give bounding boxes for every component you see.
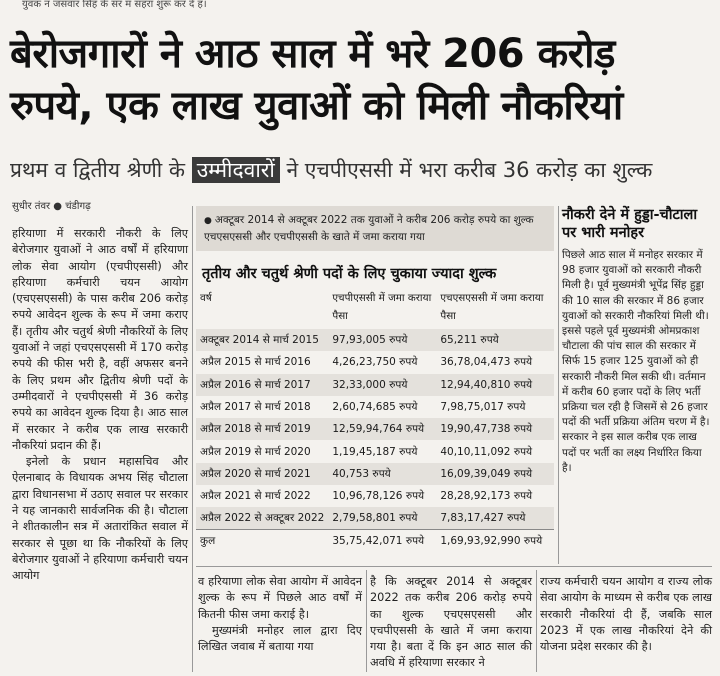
cell-hssc: 65,211 रुपये — [436, 329, 554, 351]
cell-period: अप्रैल 2022 से अक्टूबर 2022 — [196, 507, 328, 529]
header-hpsc: एचपीएससी में जमा कराया पैसा — [332, 292, 432, 322]
cell-period: अप्रैल 2015 से मार्च 2016 — [200, 356, 311, 369]
cell-hpsc: 10,96,78,126 रुपये — [332, 490, 425, 503]
table-row — [196, 351, 554, 373]
table-row — [196, 485, 554, 507]
cell-hpsc: 32,33,000 रुपये — [328, 374, 436, 396]
cell-hssc: 36,78,04,473 रुपये — [440, 356, 533, 369]
cell-period: अप्रैल 2016 से मार्च 2017 — [196, 374, 328, 396]
fee-table — [196, 285, 554, 552]
cell-total-hssc: 1,69,93,92,990 रुपये — [436, 530, 554, 552]
subhead-text-after: ने एचपीएससी में भरा करीब 36 करोड़ का शुल्क — [279, 158, 653, 182]
table-row — [196, 463, 554, 485]
cell-period: अप्रैल 2020 से मार्च 2021 — [196, 463, 328, 485]
subheadline — [10, 150, 715, 190]
cell-period: अप्रैल 2018 से मार्च 2019 — [196, 418, 328, 440]
cell-hpsc: 97,93,005 रुपये — [328, 329, 436, 351]
table-row — [196, 374, 554, 396]
header-year: वर्ष — [200, 292, 212, 304]
paragraph: इनेलो के प्रधान महासचिव और ऐलनाबाद के विधायक अभय सिंह चौटाला द्वारा विधानसभा में उठाए सवाल पर सरकार ने यह जानकारी सार्वजनिक की है। चौटाला ने शीतकालीन सत्र में अतारांकित सवाल में सरकार से पूछा था कि नौकरियों के लिए बेरोजगार युवाओं ने हरियाणा कर्मचारी चयन आयोग — [12, 455, 188, 583]
table-row — [196, 329, 554, 351]
column-divider — [366, 570, 367, 672]
table-row — [196, 507, 554, 529]
sidebar-body: पिछले आठ साल में मनोहर सरकार में 98 हजार युवाओं को सरकारी नौकरी मिली है। पूर्व मुख्यमंत्री भूपेंद्र सिंह हुड्डा की 10 साल की सरकार में 86 हजार युवाओं को सरकारी नौकरियां मिली थी। इससे पहले पूर्व मुख्यमंत्री ओमप्रकाश चौटाला की पांच साल की सरकार में सिर्फ 15 हजार 125 युवाओं को ही सरकारी नौकरी मिल सकी थी। वर्तमान में करीब 60 हजार पदों के लिए भर्ती प्रक्रिया चल रही है जिसमें से 26 हजार पदों की भर्ती प्रक्रिया अंतिम चरण में है। सरकार ने इस साल करीब एक लाख पदों पर भर्ती का लक्ष्य निर्धारित किया है। — [562, 249, 710, 474]
table-caption-text: अक्टूबर 2014 से अक्टूबर 2022 तक युवाओं ने करीब 206 करोड़ रुपये का शुल्क एचएसएससी और एचपीएससी के खाते में जमा कराया गया — [204, 214, 534, 243]
table-caption — [196, 206, 554, 251]
table-total-row — [196, 530, 554, 552]
headline-line-1: बेरोजगारों ने आठ साल में भरे 206 करोड़ — [10, 31, 615, 77]
sidebar-title: नौकरी देने में हुड्डा-चौटाला पर भारी मनोहर — [562, 207, 698, 241]
table-row — [196, 396, 554, 418]
article-column-4 — [540, 574, 712, 655]
column-divider — [558, 206, 559, 564]
cell-hssc: 28,28,92,173 रुपये — [440, 490, 533, 503]
table-row — [196, 440, 554, 462]
previous-article-strip: युवक न जसवार सिह के सर म सहरा शुरू कर दे ह। — [22, 0, 207, 10]
bullet-icon: ● — [204, 216, 212, 226]
cell-total-hpsc: 35,75,42,071 रुपये — [328, 530, 436, 552]
article-column-1 — [12, 226, 188, 585]
cell-hssc: 40,10,11,092 रुपये — [440, 445, 533, 458]
paragraph: व हरियाणा लोक सेवा आयोग में आवेदन शुल्क के रूप में पिछले आठ वर्षों में कितनी फीस जमा कराई है। — [198, 575, 362, 621]
paragraph: मुख्यमंत्री मनोहर लाल द्वारा दिए लिखित जवाब में बताया गया — [198, 623, 362, 654]
article-column-3 — [370, 574, 532, 672]
cell-period: अप्रैल 2017 से मार्च 2018 — [200, 401, 311, 414]
paragraph: है कि अक्टूबर 2014 से अक्टूबर 2022 तक करीब 206 करोड़ रुपये का शुल्क एचएसएससी और एचपीएससी के खाते में जमा कराया गया है। बता दें कि इन आठ साल की अवधि में हरियाणा सरकार ने — [370, 575, 532, 670]
cell-total-label: कुल — [196, 530, 328, 552]
subhead-text-before: प्रथम व द्वितीय श्रेणी के — [10, 158, 192, 182]
cell-period: अप्रैल 2021 से मार्च 2022 — [200, 490, 311, 503]
table-title: तृतीय और चतुर्थ श्रेणी पदों के लिए चुकाया ज्यादा शुल्क — [202, 266, 497, 282]
cell-hssc: 19,90,47,738 रुपये — [436, 418, 554, 440]
data-table-box — [196, 206, 554, 562]
cell-hpsc: 4,26,23,750 रुपये — [332, 356, 418, 369]
cell-hpsc: 12,59,94,764 रुपये — [328, 418, 436, 440]
byline: सुधीर तंवर ● चंडीगढ़ — [12, 201, 91, 212]
cell-hpsc: 40,753 रुपये — [328, 463, 436, 485]
section-divider — [196, 566, 712, 567]
header-hssc: एचएसएससी में जमा कराया पैसा — [440, 292, 544, 322]
cell-hssc: 12,94,40,810 रुपये — [436, 374, 554, 396]
article-column-2 — [198, 574, 362, 655]
table-row — [196, 418, 554, 440]
cell-period: अप्रैल 2019 से मार्च 2020 — [200, 445, 311, 458]
paragraph: राज्य कर्मचारी चयन आयोग व राज्य लोक सेवा आयोग के माध्यम से करीब एक लाख सरकारी नौकरियां दी हैं, जबकि साल 2023 में एक लाख नौकरियां देने की योजना प्रदेश सरकार की है। — [540, 575, 712, 654]
headline-line-2: रुपये, एक लाख युवाओं को मिली नौकरियां — [10, 83, 623, 129]
cell-period: अक्टूबर 2014 से मार्च 2015 — [196, 329, 328, 351]
column-divider — [192, 206, 193, 672]
sidebar-box — [562, 206, 712, 476]
column-divider — [536, 570, 537, 672]
headline — [10, 28, 715, 132]
table-header-row — [196, 285, 554, 329]
cell-hpsc: 2,79,58,801 रुपये — [328, 507, 436, 529]
subhead-highlight: उम्मीदवारों — [192, 157, 280, 183]
paragraph: हरियाणा में सरकारी नौकरी के लिए बेरोजगार युवाओं ने आठ वर्षों में हरियाणा लोक सेवा आयोग (एचपीएससी) और हरियाणा कर्मचारी चयन आयोग (एचएसएससी) के पास करीब 206 करोड़ रुपये आवेदन शुल्क के रूप में जमा कराए हैं। तृतीय और चतुर्थ श्रेणी नौकरियों के लिए युवाओं ने जहां एचएसएससी में 170 करोड़ रुपये की फीस भरी है, वहीं अफसर बनने के लिए प्रथम और द्वितीय श्रेणी पदों के उम्मीदवारों ने एचपीएससी में 36 करोड़ रुपये का आवेदन शुल्क दिया है। आठ साल में सरकार ने करीब एक लाख सरकारी नौकरियां प्रदान की हैं। — [12, 227, 188, 452]
cell-hssc: 7,98,75,017 रुपये — [440, 401, 526, 414]
cell-hpsc: 1,19,45,187 रुपये — [332, 445, 418, 458]
cell-hpsc: 2,60,74,685 रुपये — [332, 401, 418, 414]
cell-hssc: 7,83,17,427 रुपये — [436, 507, 554, 529]
cell-hssc: 16,09,39,049 रुपये — [436, 463, 554, 485]
